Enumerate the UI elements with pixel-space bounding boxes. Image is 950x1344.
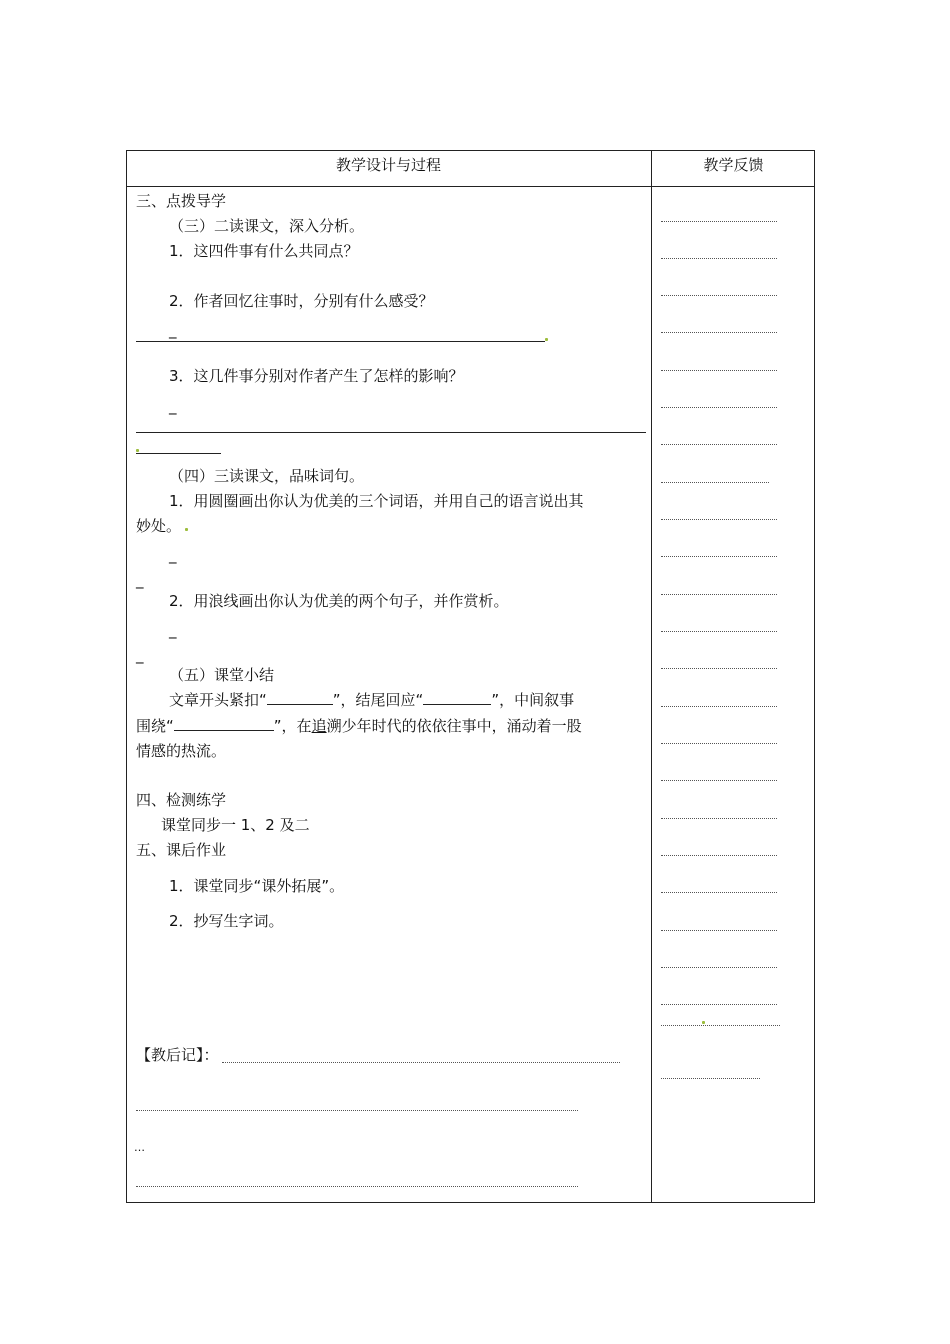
question-2: 2．作者回忆往事时，分别有什么感受？ <box>169 292 434 310</box>
feedback-line <box>661 407 777 408</box>
feedback-line <box>661 780 777 781</box>
feedback-line <box>661 631 777 632</box>
feedback-line <box>661 370 777 371</box>
header-divider <box>126 186 815 187</box>
question-1: 1．这四件事有什么共同点？ <box>169 242 359 260</box>
feedback-line <box>661 258 777 259</box>
answer-dash: _ <box>169 321 177 339</box>
feedback-line <box>661 706 777 707</box>
feedback-line <box>661 855 777 856</box>
answer-line <box>136 341 545 342</box>
print-speck <box>185 528 188 531</box>
column-divider <box>651 150 652 1203</box>
answer-dash: _ <box>136 571 144 589</box>
feedback-line <box>661 1025 780 1026</box>
answer-dash: _ <box>169 546 177 564</box>
section-5-title: 五、课后作业 <box>136 841 227 859</box>
feedback-line <box>661 594 777 595</box>
answer-line <box>136 432 646 433</box>
feedback-line <box>661 743 777 744</box>
feedback-line <box>661 332 777 333</box>
print-speck <box>136 449 139 452</box>
answer-dash: _ <box>136 646 144 664</box>
post-lesson-notes-label: 【教后记】： <box>136 1046 219 1064</box>
feedback-line <box>661 668 777 669</box>
feedback-line <box>661 930 777 931</box>
question-3: 3．这几件事分别对作者产生了怎样的影响？ <box>169 367 464 385</box>
fill-blank[interactable] <box>174 716 274 731</box>
feedback-line <box>661 1078 760 1079</box>
fill-blank[interactable] <box>423 690 491 705</box>
header-feedback: 教学反馈 <box>703 156 764 174</box>
feedback-line <box>661 444 777 445</box>
notes-line <box>222 1062 620 1063</box>
answer-dash: _ <box>169 397 177 415</box>
feedback-line <box>661 519 777 520</box>
homework-1: 1．课堂同步“课外拓展”。 <box>169 877 345 895</box>
feedback-line <box>661 892 777 893</box>
subsection-4-reading-3: （四）三读课文，品味词句。 <box>169 467 365 485</box>
homework-2: 2．抄写生字词。 <box>169 912 284 930</box>
subsection-3-reading-2: （三）二读课文，深入分析。 <box>169 217 365 235</box>
print-speck <box>702 1021 705 1024</box>
section-4-item: 课堂同步一 1、2 及二 <box>161 816 310 834</box>
notes-line <box>136 1186 578 1187</box>
summary-line-3: 情感的热流。 <box>136 742 227 760</box>
feedback-line <box>661 482 769 483</box>
feedback-line <box>661 556 777 557</box>
feedback-line <box>661 818 777 819</box>
notes-line <box>136 1110 578 1111</box>
question-5: 2．用浪线画出你认为优美的两个句子，并作赏析。 <box>169 592 509 610</box>
feedback-line <box>661 295 777 296</box>
fill-blank[interactable] <box>267 690 333 705</box>
subsection-5-summary: （五）课堂小结 <box>169 666 275 684</box>
summary-line-2: 围绕“ ”，在追溯少年时代的依依往事中，涌动着一股 <box>136 717 582 735</box>
answer-dash: _ <box>169 621 177 639</box>
feedback-line <box>661 221 777 222</box>
header-design-process: 教学设计与过程 <box>335 156 441 174</box>
answer-line <box>136 453 221 454</box>
print-speck <box>545 338 548 341</box>
summary-line-1: 文章开头紧扣“ ”，结尾回应“ ”，中间叙事 <box>169 691 575 709</box>
question-4-line-2: 妙处。 <box>136 517 182 535</box>
question-4-line-1: 1．用圆圈画出你认为优美的三个词语，并用自己的语言说出其 <box>169 492 584 510</box>
section-3-title: 三、点拨导学 <box>136 192 227 210</box>
section-4-title: 四、检测练学 <box>136 791 227 809</box>
feedback-line <box>661 1004 777 1005</box>
notes-ellipsis: … <box>134 1141 145 1154</box>
feedback-line <box>661 967 777 968</box>
